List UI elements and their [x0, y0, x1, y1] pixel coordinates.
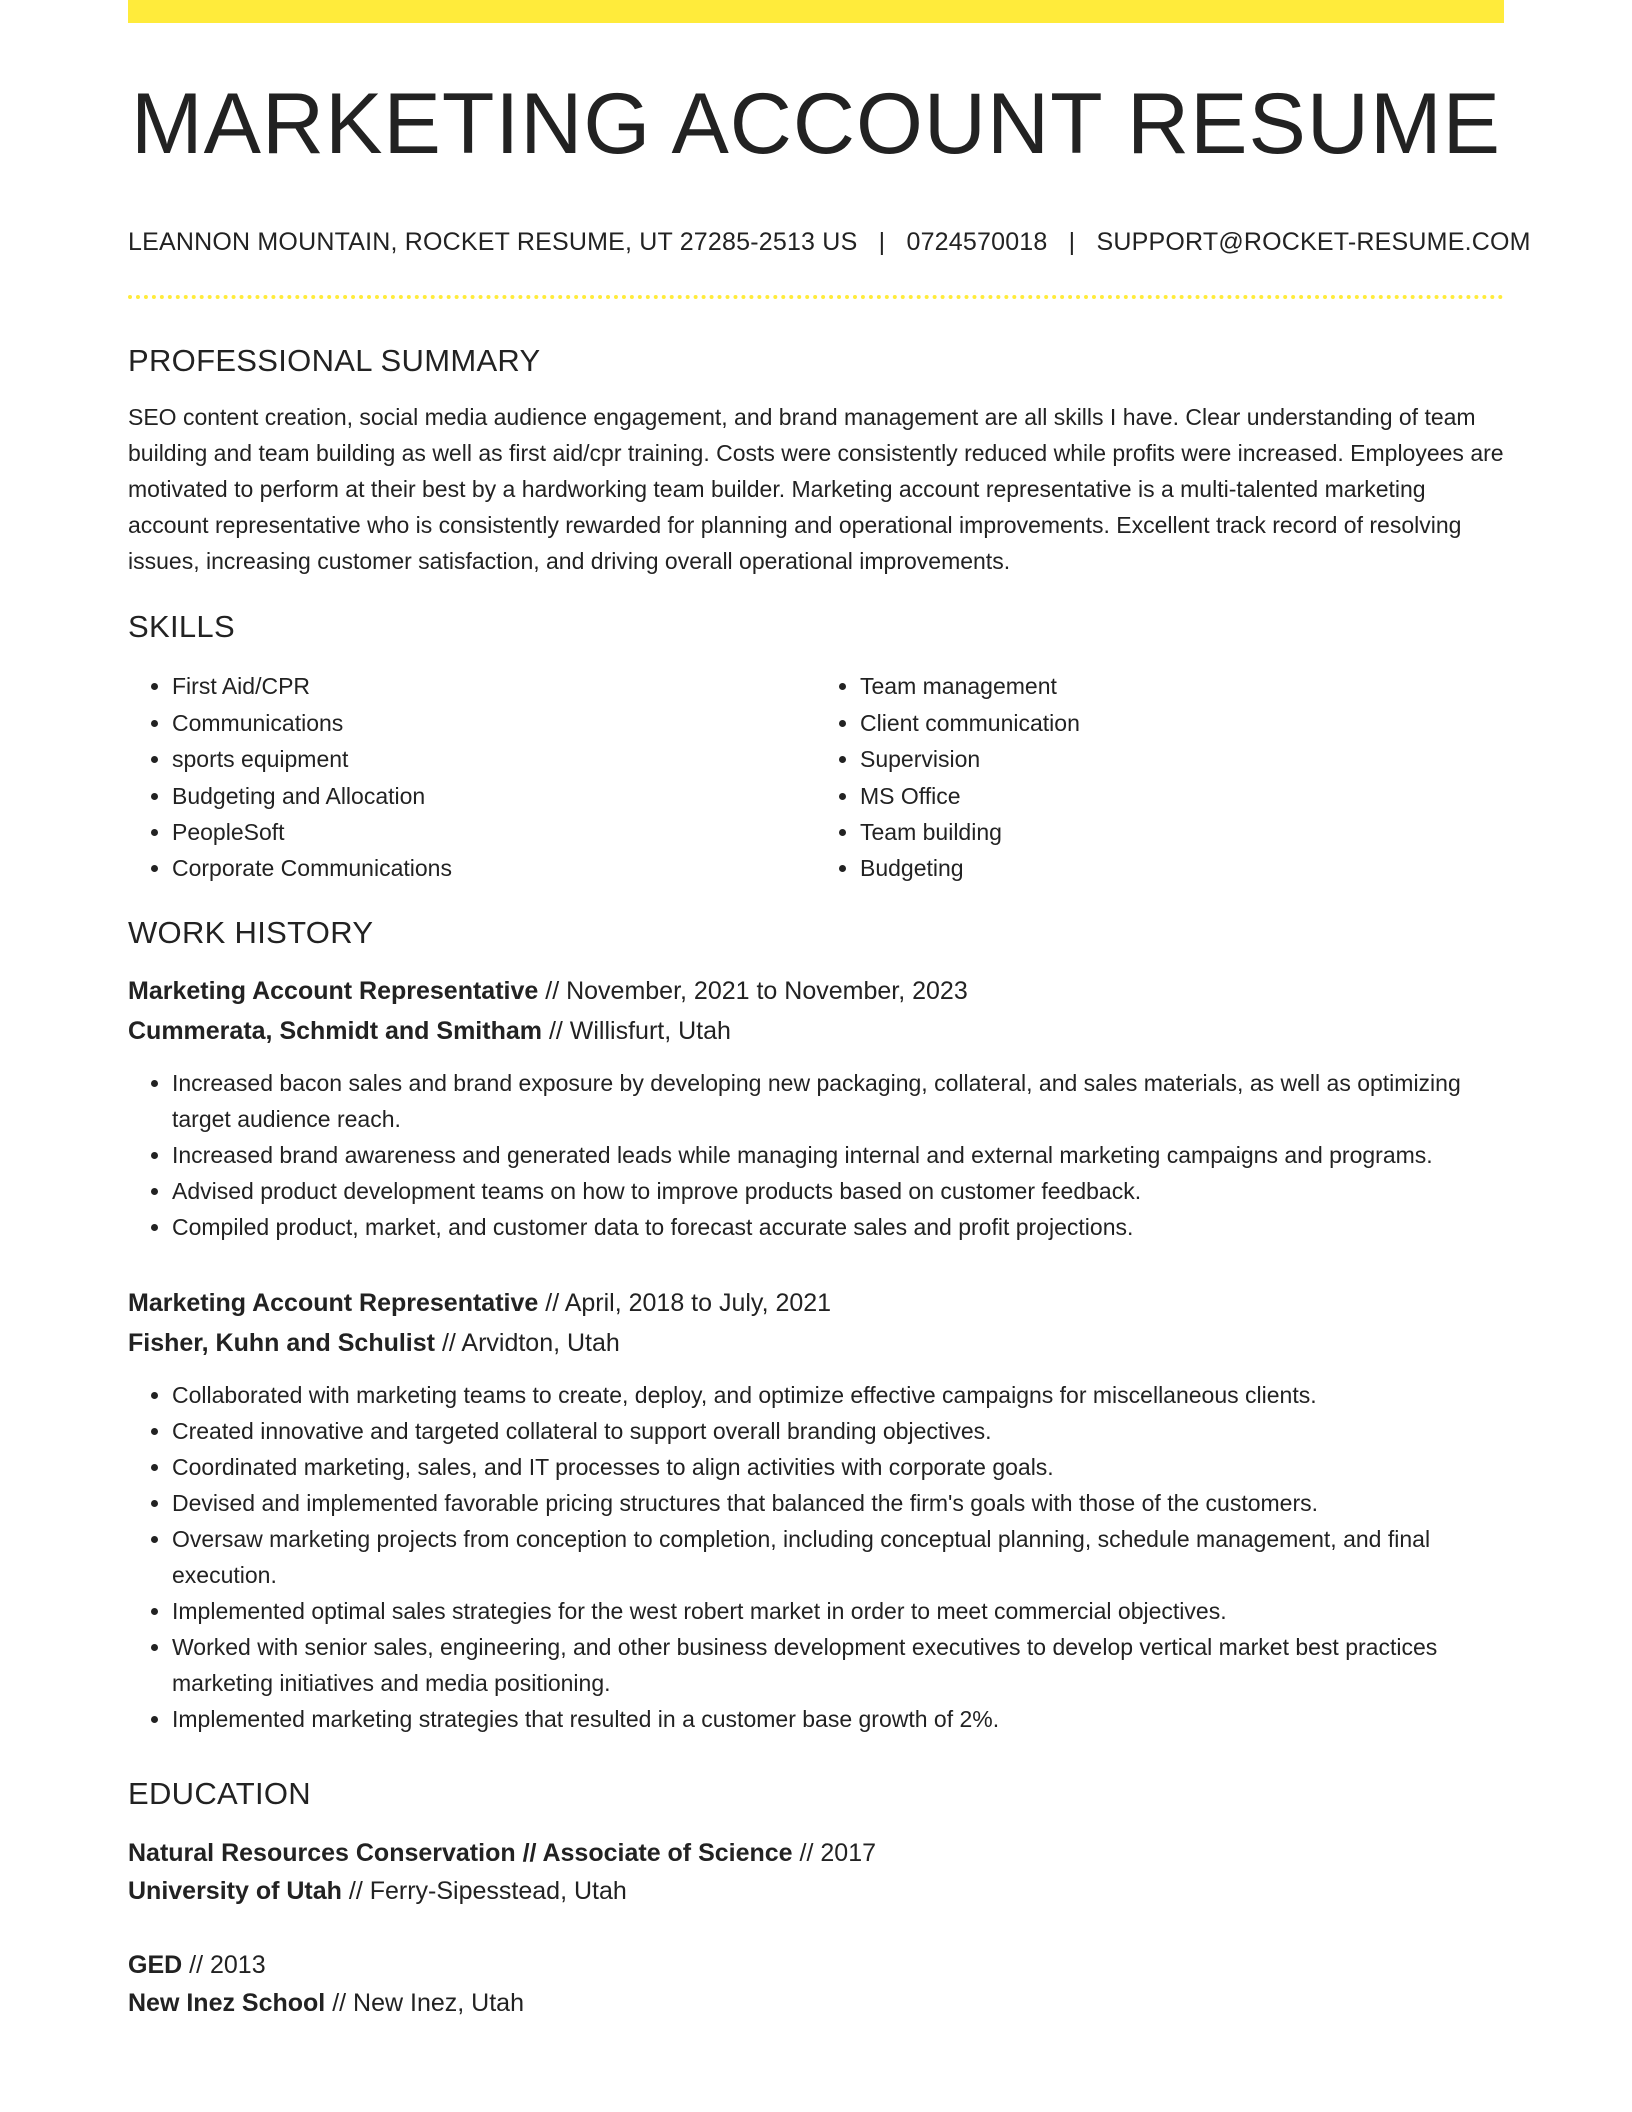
job-company-line	[128, 1323, 1504, 1363]
job-role-line	[128, 1283, 1504, 1323]
job-role: Marketing Account Representative	[128, 1289, 539, 1317]
job-bullet: • Coordinated marketing, sales, and IT processes to align activities with corporate goals.	[172, 1449, 1504, 1485]
education-school: University of Utah	[128, 1877, 342, 1906]
education-location: // New Inez, Utah	[332, 1989, 524, 2018]
skill-item: • MS Office	[860, 778, 1504, 814]
dotted-divider	[128, 295, 1504, 299]
job-bullet: • Increased bacon sales and brand exposure by developing new packaging, collateral, and sales materials, as well as optimizing target audience reach.	[172, 1065, 1504, 1137]
education-entry	[128, 1834, 1504, 1910]
top-accent-bar	[128, 0, 1504, 23]
education-degree-line	[128, 1834, 1504, 1872]
skill-item: • Budgeting	[860, 850, 1504, 886]
job-bullet: • Created innovative and targeted collateral to support overall branding objectives.	[172, 1413, 1504, 1449]
skills-heading: SKILLS	[128, 609, 235, 645]
job-bullets	[128, 1377, 1504, 1737]
education-entry	[128, 1946, 1504, 2022]
job-entry	[128, 971, 1504, 1245]
education-degree: GED	[128, 1951, 183, 1980]
skill-item: • First Aid/CPR	[172, 668, 816, 704]
skill-item: • Communications	[172, 705, 816, 741]
education-heading: EDUCATION	[128, 1776, 311, 1811]
education-school-line	[128, 1872, 1504, 1910]
job-company: Cummerata, Schmidt and Smitham	[128, 1017, 542, 1045]
job-bullet: • Implemented optimal sales strategies for the west robert market in order to meet commercial objectives.	[172, 1593, 1504, 1629]
contact-separator: |	[1068, 228, 1076, 256]
skill-item: • sports equipment	[172, 741, 816, 777]
education-school: New Inez School	[128, 1989, 326, 2018]
education-year: // 2013	[189, 1951, 266, 1980]
job-bullet: • Collaborated with marketing teams to create, deploy, and optimize effective campaigns for miscellaneous clients.	[172, 1377, 1504, 1413]
skill-item: • Client communication	[860, 705, 1504, 741]
skill-item: • Budgeting and Allocation	[172, 778, 816, 814]
skill-item: • Supervision	[860, 741, 1504, 777]
job-bullet: • Increased brand awareness and generated leads while managing internal and external marketing campaigns and programs.	[172, 1137, 1504, 1173]
skills-column-right	[816, 668, 1504, 886]
resume-title: MARKETING ACCOUNT RESUME	[131, 76, 1501, 172]
skill-item: • Corporate Communications	[172, 850, 816, 886]
education-degree: Natural Resources Conservation // Associate of Science	[128, 1839, 793, 1868]
summary-text: SEO content creation, social media audience engagement, and brand management are all skills I have. Clear understanding of team building and team building as well as first aid/cpr training. Costs were consistently reduced while profits were increased. Employees are motivated to perform at their best by a hardworking team builder. Marketing account representative is a multi-talented marketing account representative who is consistently rewarded for planning and operational improvements. Excellent track record of resolving issues, increasing customer satisfaction, and driving overall operational improvements.	[128, 404, 1504, 575]
contact-separator: |	[878, 228, 886, 256]
job-bullet: • Implemented marketing strategies that resulted in a customer base growth of 2%.	[172, 1701, 1504, 1737]
work-history-heading: WORK HISTORY	[128, 914, 374, 950]
contact-line	[128, 228, 1531, 257]
job-bullet: • Advised product development teams on how to improve products based on customer feedback.	[172, 1173, 1504, 1209]
job-entry	[128, 1283, 1504, 1737]
education-degree-line	[128, 1946, 1504, 1984]
skill-item: • PeopleSoft	[172, 814, 816, 850]
job-bullets	[128, 1065, 1504, 1245]
job-location: // Arvidton, Utah	[441, 1329, 620, 1357]
job-bullet: • Devised and implemented favorable pricing structures that balanced the firm's goals with those of the customers.	[172, 1485, 1504, 1521]
skill-item: • Team building	[860, 814, 1504, 850]
job-bullet: • Worked with senior sales, engineering, and other business development executives to develop vertical market best practices marketing initiatives and media positioning.	[172, 1629, 1504, 1701]
resume-content	[128, 23, 1531, 2022]
job-dates: // April, 2018 to July, 2021	[545, 1289, 832, 1317]
contact-address: LEANNON MOUNTAIN, ROCKET RESUME, UT 27285-2513 US	[128, 228, 858, 256]
skills-list	[128, 668, 1504, 886]
job-company-line	[128, 1011, 1504, 1051]
job-role: Marketing Account Representative	[128, 977, 539, 1005]
job-company: Fisher, Kuhn and Schulist	[128, 1329, 435, 1357]
job-role-line	[128, 971, 1504, 1011]
skill-item: • Team management	[860, 668, 1504, 704]
education-school-line	[128, 1984, 1504, 2022]
job-dates: // November, 2021 to November, 2023	[545, 977, 968, 1005]
contact-phone: 0724570018	[906, 228, 1048, 256]
job-bullet: • Oversaw marketing projects from conception to completion, including conceptual planning, schedule management, and final execution.	[172, 1521, 1504, 1593]
education-year: // 2017	[799, 1839, 876, 1868]
job-bullet: • Compiled product, market, and customer data to forecast accurate sales and profit projections.	[172, 1209, 1504, 1245]
skills-column-left	[128, 668, 816, 886]
contact-email: SUPPORT@ROCKET-RESUME.COM	[1096, 228, 1531, 256]
education-location: // Ferry-Sipesstead, Utah	[348, 1877, 627, 1906]
summary-heading: PROFESSIONAL SUMMARY	[128, 343, 541, 378]
job-location: // Willisfurt, Utah	[548, 1017, 731, 1045]
